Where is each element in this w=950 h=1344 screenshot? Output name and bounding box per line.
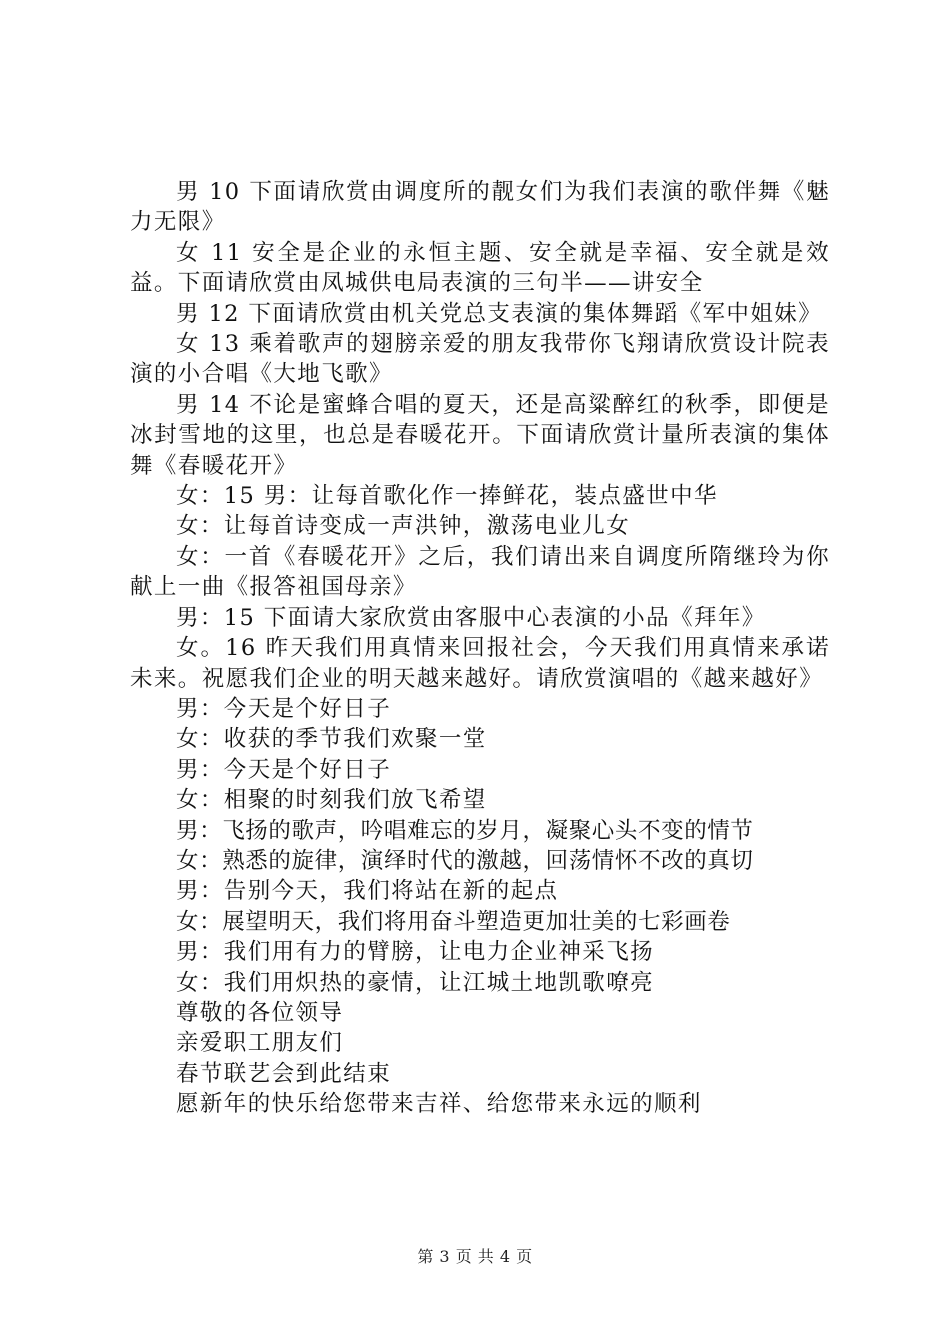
paragraph: 男 10 下面请欣赏由调度所的靓女们为我们表演的歌伴舞《魅力无限》 bbox=[130, 179, 830, 236]
paragraph: 亲爱职工朋友们 bbox=[176, 1030, 344, 1057]
paragraph: 尊敬的各位领导 bbox=[176, 999, 344, 1026]
paragraph: 男 14 不论是蜜蜂合唱的夏天，还是高粱醉红的秋季，即便是冰封雪地的这里，也总是春暖花开。下面请欣赏计量所表演的集体舞《春暖花开》 bbox=[130, 391, 830, 479]
page-footer: 第 3 页 共 4 页 bbox=[417, 1247, 533, 1266]
paragraph: 女：展望明天，我们将用奋斗塑造更加壮美的七彩画卷 bbox=[176, 908, 731, 935]
paragraph: 女：让每首诗变成一声洪钟，激荡电业儿女 bbox=[176, 513, 631, 540]
paragraph: 男：今天是个好日子 bbox=[176, 695, 392, 722]
paragraph: 春节联艺会到此结束 bbox=[176, 1060, 392, 1087]
paragraph: 男 12 下面请欣赏由机关党总支表演的集体舞蹈《军中姐妹》 bbox=[176, 300, 823, 327]
paragraph: 女：一首《春暖花开》之后，我们请出来自调度所隋继玲为你献上一曲《报答祖国母亲》 bbox=[130, 543, 830, 601]
paragraph: 女。16 昨天我们用真情来回报社会，今天我们用真情来承诺未来。祝愿我们企业的明天越来越好。请欣赏演唱的《越来越好》 bbox=[130, 635, 830, 692]
paragraph: 男：飞扬的歌声，吟唱难忘的岁月，凝聚心头不变的情节 bbox=[176, 817, 754, 844]
paragraph: 女 13 乘着歌声的翅膀亲爱的朋友我带你飞翔请欣赏设计院表演的小合唱《大地飞歌》 bbox=[130, 331, 830, 388]
paragraph: 女：相聚的时刻我们放飞希望 bbox=[176, 787, 487, 814]
paragraph: 男：告别今天，我们将站在新的起点 bbox=[176, 878, 559, 905]
paragraph: 女 11 安全是企业的永恒主题、安全就是幸福、安全就是效益。下面请欣赏由凤城供电局表演的三句半——讲安全 bbox=[130, 239, 830, 297]
paragraph: 女：熟悉的旋律，演绎时代的激越，回荡情怀不改的真切 bbox=[176, 847, 754, 874]
paragraph: 男：15 下面请大家欣赏由客服中心表演的小品《拜年》 bbox=[176, 604, 766, 631]
paragraph: 男：今天是个好日子 bbox=[176, 756, 392, 783]
paragraph: 愿新年的快乐给您带来吉祥、给您带来永远的顺利 bbox=[176, 1091, 702, 1118]
paragraph: 女：15 男：让每首歌化作一捧鲜花，装点盛世中华 bbox=[176, 483, 718, 510]
body-text bbox=[130, 177, 830, 1120]
paragraph: 男：我们用有力的臂膀，让电力企业神采飞扬 bbox=[176, 939, 655, 966]
paragraph: 女：我们用炽热的豪情，让江城土地凯歌嘹亮 bbox=[176, 969, 655, 996]
paragraph: 女：收获的季节我们欢聚一堂 bbox=[176, 726, 487, 753]
